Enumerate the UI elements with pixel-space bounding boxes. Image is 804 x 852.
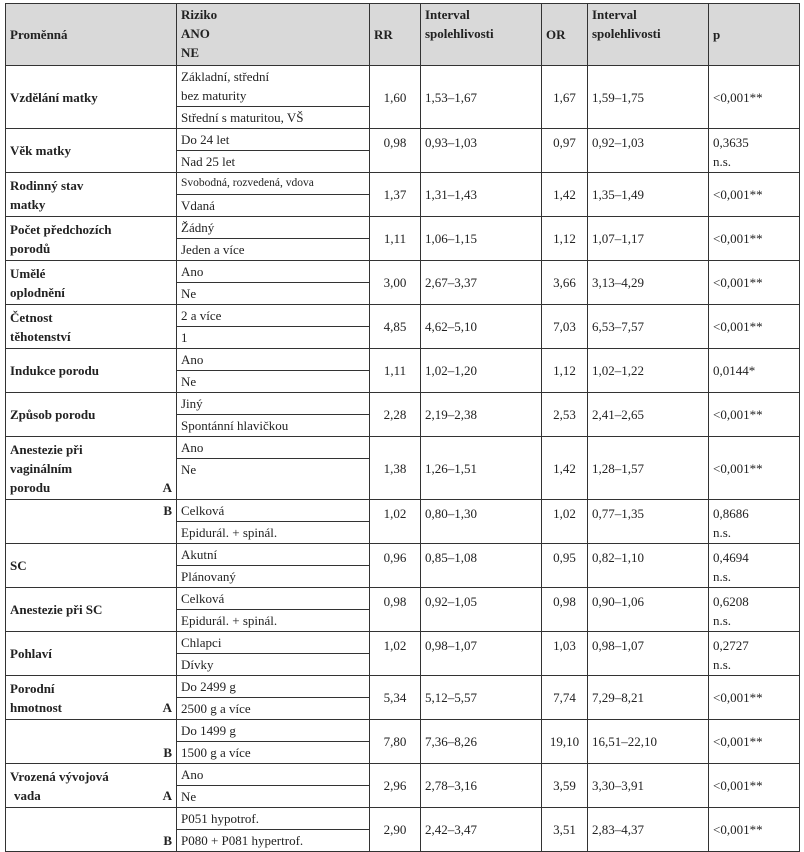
var-anestezie-sc: Anestezie při SC <box>6 588 177 632</box>
header-or: OR <box>542 4 588 66</box>
risk-no: Vdaná <box>177 195 370 217</box>
or-interval: 0,98–1,07 <box>588 632 709 676</box>
risk-no: Ne <box>177 371 370 393</box>
rr-value: 1,11 <box>370 217 421 261</box>
or-value: 1,03 <box>542 632 588 676</box>
risk-no: 2500 g a více <box>177 698 370 720</box>
rr-value: 1,38 <box>370 437 421 500</box>
rr-interval: 0,80–1,30 <box>421 500 542 544</box>
var-vvv: Vrozená vývojová vada A <box>6 764 177 808</box>
var-vzdelani: Vzdělání matky <box>6 66 177 129</box>
table-row <box>6 66 800 107</box>
or-interval: 1,59–1,75 <box>588 66 709 129</box>
p-value: <0,001** <box>709 676 800 720</box>
risk-yes: Ano <box>177 764 370 786</box>
rr-interval: 1,26–1,51 <box>421 437 542 500</box>
or-value: 2,53 <box>542 393 588 437</box>
p-value: 0,3635 n.s. <box>709 129 800 173</box>
or-value: 1,67 <box>542 66 588 129</box>
risk-no: Nad 25 let <box>177 151 370 173</box>
var-hmotnost: Porodní hmotnost A <box>6 676 177 720</box>
table-row <box>6 393 800 415</box>
header-row <box>6 4 800 66</box>
p-value: <0,001** <box>709 173 800 217</box>
p-value: <0,001** <box>709 305 800 349</box>
rr-interval: 2,42–3,47 <box>421 808 542 852</box>
rr-value: 0,96 <box>370 544 421 588</box>
or-value: 3,51 <box>542 808 588 852</box>
rr-interval: 5,12–5,57 <box>421 676 542 720</box>
rr-value: 3,00 <box>370 261 421 305</box>
rr-interval: 1,53–1,67 <box>421 66 542 129</box>
risk-no: P080 + P081 hypertrof. <box>177 830 370 852</box>
var-indukce: Indukce porodu <box>6 349 177 393</box>
or-interval: 0,90–1,06 <box>588 588 709 632</box>
rr-value: 1,02 <box>370 632 421 676</box>
table-row <box>6 349 800 371</box>
or-interval: 16,51–22,10 <box>588 720 709 764</box>
table-row <box>6 173 800 195</box>
risk-yes: Žádný <box>177 217 370 239</box>
or-interval: 0,77–1,35 <box>588 500 709 544</box>
p-value: 0,0144* <box>709 349 800 393</box>
rr-value: 2,96 <box>370 764 421 808</box>
or-value: 1,42 <box>542 173 588 217</box>
or-interval: 6,53–7,57 <box>588 305 709 349</box>
table-row <box>6 129 800 151</box>
or-interval: 1,07–1,17 <box>588 217 709 261</box>
rr-value: 4,85 <box>370 305 421 349</box>
table-row <box>6 720 800 742</box>
rr-value: 5,34 <box>370 676 421 720</box>
var-umele-oplodneni: Umělé oplodnění <box>6 261 177 305</box>
p-value: 0,6208 n.s. <box>709 588 800 632</box>
risk-yes: Ano <box>177 437 370 459</box>
rr-value: 1,02 <box>370 500 421 544</box>
group-tag: A <box>162 479 172 495</box>
or-value: 1,42 <box>542 437 588 500</box>
header-riziko: Riziko ANO NE <box>177 4 370 66</box>
risk-no: Plánovaný <box>177 566 370 588</box>
risk-yes: P051 hypotrof. <box>177 808 370 830</box>
or-interval: 1,28–1,57 <box>588 437 709 500</box>
or-value: 1,12 <box>542 217 588 261</box>
rr-value: 2,90 <box>370 808 421 852</box>
results-table <box>5 3 800 852</box>
table-row <box>6 305 800 327</box>
or-interval: 2,41–2,65 <box>588 393 709 437</box>
or-value: 3,66 <box>542 261 588 305</box>
risk-yes: Jiný <box>177 393 370 415</box>
rr-interval: 2,67–3,37 <box>421 261 542 305</box>
header-promenna: Proměnná <box>6 4 177 66</box>
p-value: <0,001** <box>709 437 800 500</box>
or-value: 0,98 <box>542 588 588 632</box>
or-value: 1,02 <box>542 500 588 544</box>
rr-value: 1,60 <box>370 66 421 129</box>
group-tag: B <box>6 808 177 852</box>
var-pohlavi: Pohlaví <box>6 632 177 676</box>
or-interval: 0,92–1,03 <box>588 129 709 173</box>
var-rodinny-stav: Rodinný stav matky <box>6 173 177 217</box>
p-value: <0,001** <box>709 217 800 261</box>
risk-no: 1500 g a více <box>177 742 370 764</box>
risk-yes: 2 a více <box>177 305 370 327</box>
or-value: 3,59 <box>542 764 588 808</box>
risk-no: Střední s maturitou, VŠ <box>177 107 370 129</box>
rr-interval: 4,62–5,10 <box>421 305 542 349</box>
risk-no: 1 <box>177 327 370 349</box>
rr-value: 1,11 <box>370 349 421 393</box>
p-value: <0,001** <box>709 764 800 808</box>
or-value: 7,74 <box>542 676 588 720</box>
table-row <box>6 676 800 698</box>
p-value: <0,001** <box>709 808 800 852</box>
risk-no: Epidurál. + spinál. <box>177 522 370 544</box>
risk-yes: Svobodná, rozvedená, vdova <box>177 173 370 195</box>
risk-no: Jeden a více <box>177 239 370 261</box>
rr-value: 0,98 <box>370 129 421 173</box>
or-value: 1,12 <box>542 349 588 393</box>
or-interval: 3,30–3,91 <box>588 764 709 808</box>
table-row <box>6 500 800 522</box>
risk-yes: Ano <box>177 261 370 283</box>
rr-interval: 1,06–1,15 <box>421 217 542 261</box>
rr-interval: 2,19–2,38 <box>421 393 542 437</box>
risk-no: Ne <box>177 283 370 305</box>
or-value: 0,97 <box>542 129 588 173</box>
or-value: 19,10 <box>542 720 588 764</box>
risk-yes: Do 2499 g <box>177 676 370 698</box>
rr-interval: 2,78–3,16 <box>421 764 542 808</box>
table-row <box>6 261 800 283</box>
risk-yes: Do 24 let <box>177 129 370 151</box>
var-sc: SC <box>6 544 177 588</box>
or-interval: 7,29–8,21 <box>588 676 709 720</box>
group-tag: B <box>6 720 177 764</box>
header-p: p <box>709 4 800 66</box>
rr-interval: 0,85–1,08 <box>421 544 542 588</box>
rr-interval: 0,93–1,03 <box>421 129 542 173</box>
risk-yes: Celková <box>177 588 370 610</box>
risk-no: Ne <box>177 786 370 808</box>
table-row <box>6 544 800 566</box>
p-value: 0,4694 n.s. <box>709 544 800 588</box>
or-value: 7,03 <box>542 305 588 349</box>
p-value: <0,001** <box>709 393 800 437</box>
risk-yes: Chlapci <box>177 632 370 654</box>
table-row <box>6 217 800 239</box>
table-row <box>6 808 800 830</box>
rr-value: 2,28 <box>370 393 421 437</box>
var-zpusob: Způsob porodu <box>6 393 177 437</box>
risk-yes: Celková <box>177 500 370 522</box>
var-cetnost: Četnost těhotenství <box>6 305 177 349</box>
risk-no: Epidurál. + spinál. <box>177 610 370 632</box>
or-value: 0,95 <box>542 544 588 588</box>
rr-interval: 0,92–1,05 <box>421 588 542 632</box>
group-tag: A <box>162 699 172 715</box>
header-interval-rr: Interval spolehlivosti <box>421 4 542 66</box>
table-row <box>6 437 800 459</box>
risk-no: Spontánní hlavičkou <box>177 415 370 437</box>
rr-interval: 1,31–1,43 <box>421 173 542 217</box>
rr-interval: 1,02–1,20 <box>421 349 542 393</box>
or-interval: 1,35–1,49 <box>588 173 709 217</box>
header-interval-or: Interval spolehlivosti <box>588 4 709 66</box>
or-interval: 0,82–1,10 <box>588 544 709 588</box>
or-interval: 3,13–4,29 <box>588 261 709 305</box>
risk-yes: Do 1499 g <box>177 720 370 742</box>
var-pocet-porodu: Počet předchozích porodů <box>6 217 177 261</box>
risk-no: Dívky <box>177 654 370 676</box>
or-interval: 2,83–4,37 <box>588 808 709 852</box>
table-row <box>6 632 800 654</box>
risk-yes: Ano <box>177 349 370 371</box>
p-value: <0,001** <box>709 261 800 305</box>
risk-yes: Akutní <box>177 544 370 566</box>
rr-value: 7,80 <box>370 720 421 764</box>
risk-no: Ne <box>177 459 370 500</box>
var-anestezie-vag: Anestezie při vaginálním porodu A <box>6 437 177 500</box>
p-value: 0,2727 n.s. <box>709 632 800 676</box>
header-rr: RR <box>370 4 421 66</box>
table-row <box>6 764 800 786</box>
rr-interval: 7,36–8,26 <box>421 720 542 764</box>
rr-interval: 0,98–1,07 <box>421 632 542 676</box>
risk-yes: Základní, střední bez maturity <box>177 66 370 107</box>
group-tag: A <box>162 787 172 803</box>
rr-value: 0,98 <box>370 588 421 632</box>
var-vek: Věk matky <box>6 129 177 173</box>
rr-value: 1,37 <box>370 173 421 217</box>
table-row <box>6 588 800 610</box>
or-interval: 1,02–1,22 <box>588 349 709 393</box>
p-value: <0,001** <box>709 720 800 764</box>
group-tag: B <box>6 500 177 544</box>
p-value: <0,001** <box>709 66 800 129</box>
p-value: 0,8686 n.s. <box>709 500 800 544</box>
